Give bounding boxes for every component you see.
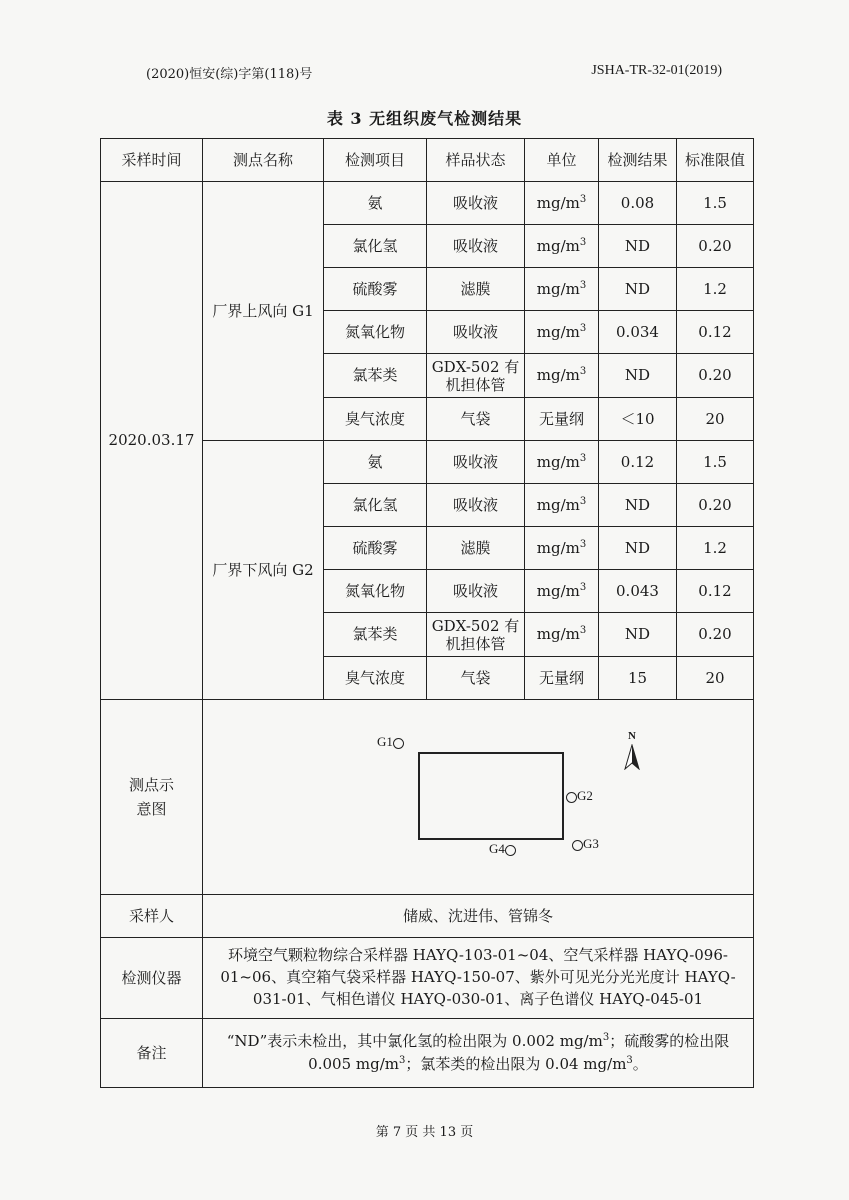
- instrument-label: 检测仪器: [101, 938, 203, 1019]
- unit: 无量纲: [525, 398, 599, 441]
- test-item: 硫酸雾: [324, 527, 427, 570]
- test-result: 0.043: [599, 570, 677, 613]
- standard-limit: 1.5: [677, 182, 754, 225]
- test-item: 氨: [324, 182, 427, 225]
- test-result: 0.08: [599, 182, 677, 225]
- test-item: 臭气浓度: [324, 398, 427, 441]
- north-arrow-icon: [624, 744, 640, 770]
- test-result: 0.034: [599, 311, 677, 354]
- test-item: 氨: [324, 441, 427, 484]
- remark-label: 备注: [101, 1019, 203, 1088]
- point-g2: G2: [566, 788, 593, 804]
- sample-state: GDX-502 有机担体管: [427, 613, 525, 657]
- unit: $mg/m^3$: [525, 441, 599, 484]
- north-label: N: [628, 730, 636, 742]
- sample-state: 吸收液: [427, 484, 525, 527]
- sample-state: 气袋: [427, 398, 525, 441]
- unit: $mg/m^3$: [525, 613, 599, 657]
- sample-state: 吸收液: [427, 441, 525, 484]
- header-cell: 标准限值: [677, 139, 754, 182]
- sample-state: 吸收液: [427, 225, 525, 268]
- point-g1: G1: [377, 734, 404, 750]
- unit: $mg/m^3$: [525, 570, 599, 613]
- standard-limit: 0.20: [677, 484, 754, 527]
- standard-limit: 1.2: [677, 268, 754, 311]
- test-result: ＜10: [599, 398, 677, 441]
- unit: $mg/m^3$: [525, 311, 599, 354]
- unit: $mg/m^3$: [525, 182, 599, 225]
- point-g3: G3: [572, 836, 599, 852]
- unit: $mg/m^3$: [525, 527, 599, 570]
- sampling-point: 厂界下风向 G2: [203, 441, 324, 700]
- table-row: [101, 182, 754, 225]
- header-cell: 检测结果: [599, 139, 677, 182]
- header-cell: 单位: [525, 139, 599, 182]
- test-item: 氯苯类: [324, 354, 427, 398]
- sample-state: GDX-502 有机担体管: [427, 354, 525, 398]
- table-header-row: [101, 139, 754, 182]
- sample-state: 气袋: [427, 657, 525, 700]
- sampling-point: 厂界上风向 G1: [203, 182, 324, 441]
- sample-state: 吸收液: [427, 311, 525, 354]
- unit: $mg/m^3$: [525, 225, 599, 268]
- sampler-label: 采样人: [101, 895, 203, 938]
- test-result: ND: [599, 527, 677, 570]
- remark-value: “ND”表示未检出，其中氯化氢的检出限为 0.002 $mg/m^3$；硫酸雾的检出限 0.005 $mg/m^3$；氯苯类的检出限为 0.04 $mg/m^3$。: [203, 1019, 754, 1088]
- point-g4: G4: [489, 841, 516, 857]
- report-code: JSHA-TR-32-01(2019): [591, 63, 722, 78]
- results-table: [100, 138, 754, 1088]
- diagram-cell: [203, 700, 754, 895]
- standard-limit: 0.12: [677, 311, 754, 354]
- test-item: 氮氧化物: [324, 311, 427, 354]
- standard-limit: 0.12: [677, 570, 754, 613]
- standard-limit: 0.20: [677, 613, 754, 657]
- test-item: 臭气浓度: [324, 657, 427, 700]
- test-result: ND: [599, 225, 677, 268]
- point-g1-marker: [393, 738, 404, 749]
- point-g4-marker: [505, 845, 516, 856]
- sample-state: 滤膜: [427, 268, 525, 311]
- sampling-date: 2020.03.17: [101, 182, 203, 700]
- test-result: ND: [599, 484, 677, 527]
- standard-limit: 0.20: [677, 225, 754, 268]
- plant-boundary: [418, 752, 564, 840]
- standard-limit: 20: [677, 398, 754, 441]
- standard-limit: 1.5: [677, 441, 754, 484]
- test-item: 氮氧化物: [324, 570, 427, 613]
- sample-state: 滤膜: [427, 527, 525, 570]
- point-g3-marker: [572, 840, 583, 851]
- header-cell: 测点名称: [203, 139, 324, 182]
- unit: $mg/m^3$: [525, 354, 599, 398]
- test-result: ND: [599, 354, 677, 398]
- site-diagram: [203, 700, 753, 894]
- unit: $mg/m^3$: [525, 484, 599, 527]
- test-result: ND: [599, 268, 677, 311]
- header-cell: 检测项目: [324, 139, 427, 182]
- test-result: 0.12: [599, 441, 677, 484]
- standard-limit: 20: [677, 657, 754, 700]
- north-arrow: [624, 730, 640, 775]
- document-number: (2020)恒安(综)字第(118)号: [146, 67, 313, 82]
- standard-limit: 0.20: [677, 354, 754, 398]
- sample-state: 吸收液: [427, 570, 525, 613]
- test-item: 氯化氢: [324, 484, 427, 527]
- test-item: 氯苯类: [324, 613, 427, 657]
- test-result: 15: [599, 657, 677, 700]
- unit: 无量纲: [525, 657, 599, 700]
- point-g2-marker: [566, 792, 577, 803]
- unit: $mg/m^3$: [525, 268, 599, 311]
- diagram-label: 测点示意图: [101, 700, 203, 895]
- header-cell: 样品状态: [427, 139, 525, 182]
- standard-limit: 1.2: [677, 527, 754, 570]
- test-result: ND: [599, 613, 677, 657]
- header-cell: 采样时间: [101, 139, 203, 182]
- table-title: 表 3 无组织废气检测结果: [326, 109, 523, 128]
- sample-state: 吸收液: [427, 182, 525, 225]
- test-item: 氯化氢: [324, 225, 427, 268]
- page-number: 第 7 页 共 13 页: [375, 1125, 474, 1140]
- instrument-value: 环境空气颗粒物综合采样器 HAYQ-103-01~04、空气采样器 HAYQ-096-01~06、真空箱气袋采样器 HAYQ-150-07、紫外可见光分光光度计 HAYQ-031-01、气相色谱仪 HAYQ-030-01、离子色谱仪 HAYQ-045-01: [203, 938, 754, 1019]
- test-item: 硫酸雾: [324, 268, 427, 311]
- sampler-value: 储威、沈进伟、管锦冬: [203, 895, 754, 938]
